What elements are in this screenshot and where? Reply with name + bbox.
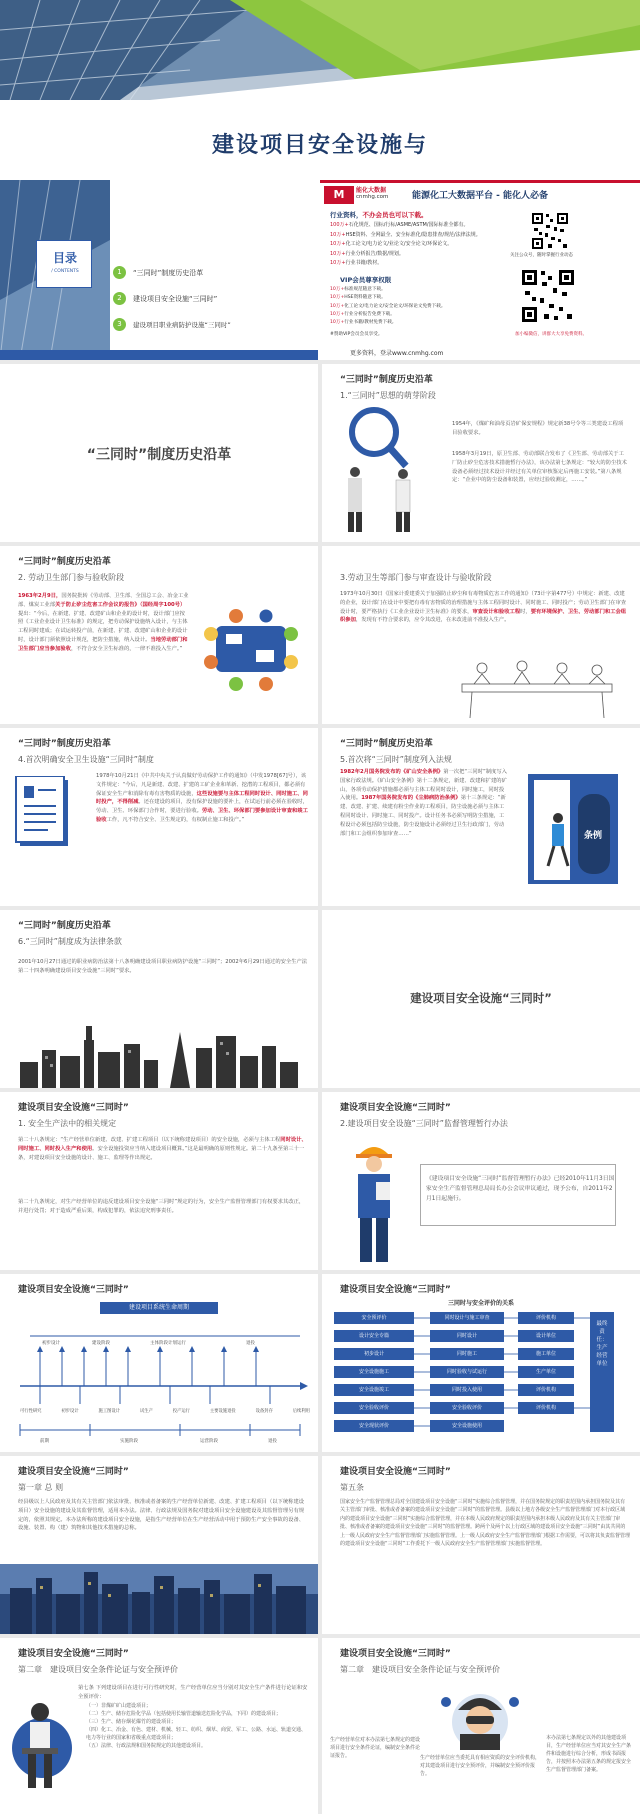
- phase-label: 前期: [40, 1439, 49, 1444]
- qr1-caption: 关注公众号，随时掌握行业动态: [510, 253, 573, 258]
- project-type-item: （五）法律、行政法规和国务院规定的其他建设项目。: [86, 1743, 207, 1749]
- document-icon: [14, 776, 74, 852]
- slide-subtitle: 5.首次将“三同时”制度列入法规: [340, 755, 452, 764]
- ad-headline: 能源化工大数据平台 - 能化人必备: [412, 191, 549, 201]
- lifecycle-top-label: 建设阶段: [92, 1341, 110, 1346]
- eval-left-label: 安全现状评价: [358, 1422, 389, 1429]
- slide-lifecycle: [0, 1274, 318, 1452]
- slide-history-4: [0, 728, 318, 906]
- lifecycle-label: 投产运行: [172, 1409, 190, 1414]
- ad-footer[interactable]: 更多资料，登录www.cnmhg.com: [350, 350, 444, 357]
- qr-code-icon: [520, 268, 576, 324]
- slide-subtitle: 2.建设项目安全设施“三同时”监督管理暂行办法: [340, 1119, 508, 1128]
- project-type-item: （二）生产、储存危险化学品（包括使用长输管道输送危险化学品，下同）的建设项目；: [86, 1711, 282, 1717]
- building-photo: [0, 0, 640, 100]
- law-paragraph: 第二十八条规定：“生产经营单位新建、改建、扩建工程项目（以下统称建设项目）的安全设施，必须与主体工程同时设计、同时施工、同时投入生产和使用。安全设施投资应当纳入建设项目概算。”这是最明确的原则性规定。第二十九条至第三十一条，对建设项目安全设施的设计、施工、监理等作出规定。: [18, 1137, 307, 1161]
- lifecycle-label: 初步设计: [61, 1409, 79, 1414]
- ad-line: 10万+HSE资料随意下载。: [330, 295, 386, 301]
- lifecycle-label: 试生产: [139, 1409, 153, 1414]
- history-paragraph: 1954年，《煤矿和油母页岩矿保安规程》规定新38号令等三类建设工程项目验收要求。: [452, 421, 624, 436]
- slide-subtitle: 1.“三同时”思想的萌芽阶段: [340, 391, 436, 400]
- ad-line: 10万+化工论文/电力论文/安全论文/环保论文免费下载。: [330, 303, 446, 309]
- slide-header: 建设项目安全设施“三同时”: [340, 1467, 451, 1477]
- slide-subtitle: 第五条: [340, 1483, 364, 1492]
- slide-header: 建设项目安全设施“三同时”: [18, 1103, 129, 1113]
- slide-subtitle: 4.首次明确安全卫生设施“三同时”制度: [18, 755, 154, 764]
- responsibility-label: 最终责任：生产经营单位: [596, 1321, 608, 1367]
- eval-left-label: 初步设计: [363, 1350, 384, 1357]
- lifecycle-label: 后续利用: [292, 1409, 310, 1414]
- slide-header: 建设项目安全设施“三同时”: [18, 1649, 129, 1659]
- chapter-paragraph: 第七条 下列建设项目在进行可行性研究时，生产经营单位应当分别对其安全生产条件进行论证和安全预评价：: [78, 1685, 308, 1700]
- lifecycle-diagram: [10, 1318, 310, 1448]
- city-banner-photo: [0, 1564, 318, 1634]
- lifecycle-top-label: 初步设计: [42, 1341, 60, 1346]
- qr-code-icon: [530, 211, 570, 251]
- eval-mid-label: 同时设计与施工审查: [444, 1314, 490, 1321]
- ad-line: 10万+行业书籍/教材免费下载。: [330, 320, 397, 326]
- ad-vip-note: #赞助VIP会员会员享受。: [330, 332, 383, 337]
- toc-item-label: 建设项目安全设施“三同时”: [133, 295, 218, 303]
- ad-logo-url[interactable]: cnmhg.com: [356, 194, 389, 200]
- ad-line: 100万+石化规范、国标/行标/ASME/ASTM/国际标准全都有。: [330, 222, 469, 228]
- lifecycle-top-label: 主体阶段计划运行: [150, 1341, 186, 1346]
- eval-mid-label: 同时施工: [456, 1350, 477, 1357]
- diagram-title: 三同时与安全评价的关系: [447, 1300, 514, 1307]
- toc-title: 目录: [52, 251, 77, 265]
- history-paragraph: 1963年2月9日，国务院批转《劳动部、卫生部、全国总工会、冶金工业部、煤炭工业部关于防止矽尘危害工作会议的报告》（国经周字100号）提出：“今后，在新建、扩建、改建矿山和企业的设计时，设计部门应按照《工业企业设计卫生标准》的规定，把劳动保护设施纳入设计，与主体工程同时建成；在试运转投产前，在新建、扩建、改建矿山和企业的设计时，设计部门须依照设计规范，把防尘措施，纳入设计。当地劳动部门和卫生部门应当参加验收，不符合安全卫生标准的，一律不准投入生产。”: [18, 593, 189, 652]
- inspector-illustration: [430, 1680, 530, 1750]
- qr2-caption: 加小编微信，讲群大大享免费资料。: [515, 332, 587, 337]
- slide-history-1: [322, 364, 640, 542]
- worker-illustration: [346, 1136, 402, 1266]
- slide-chapter-2-a: [0, 1638, 318, 1814]
- slide-header: “三同时”制度历史沿革: [340, 739, 433, 749]
- eval-right-label: 评价机构: [535, 1386, 556, 1393]
- slide-header: “三同时”制度历史沿革: [18, 739, 111, 749]
- slide-subtitle: 1. 安全生产法中的相关规定: [18, 1119, 117, 1128]
- ad-line: 10万+HSE资料、全网最全、安全标准化/隐患排查/规范/法律法规。: [330, 231, 481, 238]
- history-paragraph: 1958年3月19日，原卫生部、劳动部联合发布了《卫生部、劳动部关于工厂防止矽尘危害技术措施暂行办法》，该办法第七条规定：“较大的防尘技术设备必须经过技术设计并经过有关单位审核鉴定后再施工安装。”第八条规定：“企业中的防尘设备和装置，应经过验收测定，……。”: [452, 451, 627, 484]
- history-paragraph: 1982年2月国务院发布的《矿山安全条例》第一次把“三同时”制度写入国家行政法规。《矿山安全条例》第十二条规定，新建、改建和扩建的矿山，各项劳动保护措施都必须与主体工程同时设计，同时施工，同时投入使用。1987年国务院发布的《尘肺病防治条例》第十三条规定：“新建、改建、扩建、续建有粉尘作业的工程项目，防尘设施必须与主体工程同时设计、同时施工、同时投产。设计任务书必须写明防尘措施，工程设计必须包括防尘设施，防尘设施设计必须经过卫生行政部门，劳动部门和工会组织参加审查……”: [340, 769, 507, 837]
- slide-evaluation-relation: [322, 1274, 640, 1452]
- eval-right-label: 评价机构: [535, 1404, 556, 1411]
- ad-list-1: [330, 221, 530, 269]
- meeting-table-illustration: [196, 596, 306, 706]
- toc-number: 3: [113, 318, 126, 331]
- slide-header: “三同时”制度历史沿革: [18, 557, 111, 567]
- slide-header: 建设项目安全设施“三同时”: [18, 1467, 129, 1477]
- slide-history-2: [0, 546, 318, 724]
- lifecycle-label: 主要设施退役: [209, 1409, 236, 1414]
- project-type-item: （三）生产、储存烟花爆竹的建设项目；: [86, 1719, 177, 1725]
- toc-item-label: 建设项目职业病防护设施“三同时”: [133, 321, 231, 329]
- slide-header: 建设项目安全设施“三同时”: [340, 1649, 451, 1659]
- lifecycle-label: 可行性研究: [20, 1409, 42, 1414]
- ad-section2-title: VIP会员尊享权限: [340, 276, 392, 284]
- toc-number: 1: [113, 266, 126, 279]
- eval-right-label: 生产单位: [535, 1368, 556, 1375]
- slide-subtitle: 3.劳动卫生等部门参与审查设计与验收阶段: [340, 573, 492, 582]
- ad-line: 10万+行业分析报告免费下载。: [330, 311, 395, 317]
- section-title: 建设项目安全设施“三同时”: [410, 991, 552, 1005]
- right-callout: 本办法第七条规定以外的其他建设项目，生产经营单位应当对其安全生产条件和设施进行综合分析，形成书面报告，并按照本办法第五条的规定报安全生产监督管理部门备案。: [546, 1735, 632, 1773]
- slide-supervision-rule: [322, 1092, 640, 1270]
- left-callout: 生产经营单位对本办法第七条规定的建设项目进行安全条件论证，编制安全条件论证报告。: [330, 1737, 421, 1759]
- slide-history-3: [322, 546, 640, 724]
- city-skyline-illustration: [20, 1022, 300, 1088]
- lifecycle-mid-labels: [20, 1408, 310, 1414]
- ad-list-2: [330, 286, 530, 327]
- slide-article-5: [322, 1456, 640, 1634]
- section-title: “三同时”制度历史沿革: [86, 447, 232, 463]
- center-callout: 生产经营单位应当委托具有相应资质的安全评价机构，对其建设项目进行安全预评价，并编制安全预评价报告。: [420, 1755, 541, 1777]
- project-type-list: [86, 1702, 308, 1750]
- slide-header: 建设项目安全设施“三同时”: [340, 1103, 451, 1113]
- slide-section-title-2: [322, 910, 640, 1088]
- toc-subtitle: / CONTENTS: [51, 269, 79, 274]
- cover-title: 建设项目安全设施与: [211, 133, 428, 158]
- lifecycle-label: 施工图设计: [98, 1409, 121, 1414]
- eval-mid-label: 同时设计: [456, 1332, 477, 1339]
- eval-mid-label: 同时验收与试运行: [446, 1368, 487, 1375]
- history-paragraph: 1978年10月21日《中共中央关于认真做好劳动保护工作的通知》（中发1978[67]号），该文件规定：“今后，凡是新建、改建、扩建的工矿企业和革新、挖潜的工程项目，都必须有保证安全生产和消除有毒有害物质的设施，这些设施要与主体工程同时设计、同时施工、同时投产，不得削减。还在建设的项目，没有保护设施的要补上，在试运行前必须在验收时，劳动、卫生、环保部门合作时，要进行验收。劳动、卫生、环保部门要参加设计审查和竣工验收工作，凡不符合安全、卫生规定的，有权制止施工和投产。”: [96, 773, 308, 823]
- eval-right-label: 设计单位: [535, 1332, 556, 1339]
- slide-section-title-1: [0, 364, 318, 542]
- toc-item-label: “三同时”制度历史沿革: [133, 269, 204, 277]
- law-paragraph: 第二十九条规定，对生产经营单位的违反建设项目安全设施“三同时”规定的行为，安全生产监督管理部门有权要求其改正，并进行处罚；对于造成严重后果，构成犯罪的，依法追究刑事责任。: [18, 1199, 305, 1214]
- slide-subtitle: 第二章 建设项目安全条件论证与安全预评价: [18, 1665, 178, 1674]
- eval-left-label: 设计安全专篇: [358, 1332, 389, 1339]
- history-paragraph: 1973年10月30日《国家计委建委关于加强防止矽尘和有毒物质危害工作的通知》（73计字第477号）中规定：新建、改建的企业，设计部门在设计中要把有毒有害物质的治理措施与主体工程同时设计、同时施工、同时投产；劳动卫生部门在审查设计时，要严格执行《工业企业设计卫生标准》的要求，审查设计和验收工程时，要有环境保护、卫生、劳动部门和工会组织参加，发现有不符合要求的，应令其改进，在未改进前不准投入生产。: [340, 591, 627, 624]
- book-person-illustration: [518, 768, 630, 900]
- project-type-item: （一）非煤矿矿山建设项目；: [86, 1703, 152, 1709]
- toc-number: 2: [113, 292, 126, 305]
- slide-subtitle: 6.“三同时”制度成为法律条款: [18, 937, 122, 946]
- slide-subtitle: 第一章 总 则: [18, 1483, 64, 1492]
- slide-subtitle: 第二章 建设项目安全条件论证与安全预评价: [340, 1665, 500, 1674]
- slide-chapter-1: [0, 1456, 318, 1634]
- article-paragraph: 国家安全生产监督管理总局对全国建设项目安全设施“三同时”实施综合监督管理，并在国务院规定的职责范围内承担国务院及其有关主管部门审批、核准或者备案的建设项目安全设施“三同时”的监督管理。县级以上地方各级安全生产监督管理部门对本行政区域内的建设项目安全设施“三同时”实施综合监督管理，并在本级人民政府规定的职责范围内承担本级人民政府及其有关主管部门审批、核准或者备案的建设项目安全设施“三同时”的监督管理。跨两个及两个以上行政区域的建设项目安全设施“三同时”由其共同的上一级人民政府安全生产监督管理部门实施监督管理。上一级人民政府安全生产监督管理部门根据工作需要，可以将其负责监督管理的建设项目安全设施“三同时”工作委托下一级人民政府安全生产监督管理部门实施监督管理。: [340, 1499, 631, 1548]
- diagram-title: 建设项目系统生命周期: [100, 1302, 218, 1314]
- phase-label: 退役: [268, 1439, 277, 1444]
- slide-header: 建设项目安全设施“三同时”: [340, 1285, 451, 1295]
- ad-line: 10万+标准规范随意下载。: [330, 287, 386, 292]
- cover-slide: [0, 0, 640, 360]
- eval-left-label: 安全设施竣工: [358, 1386, 389, 1393]
- eval-right-label: 施工单位: [535, 1350, 556, 1357]
- person-laptop-illustration: [8, 1688, 74, 1808]
- toc-badge: [36, 240, 92, 288]
- slide-history-5: [322, 728, 640, 906]
- slide-header: “三同时”制度历史沿革: [340, 375, 433, 385]
- rule-paragraph: 《建设项目安全设施“三同时”监督管理暂行办法》已经2010年11月3日国家安全生产监督管理总局局长办公会议审议通过，现予公布，自2011年2月1日起施行。: [426, 1176, 615, 1202]
- eval-left-label: 安全预评价: [361, 1314, 387, 1321]
- toc-bottom-bar: [0, 350, 318, 360]
- eval-left-label: 安全验收评价: [358, 1404, 389, 1411]
- eval-right-label: 评价机构: [535, 1314, 556, 1321]
- eval-left-label: 安全设施施工: [358, 1368, 389, 1375]
- phase-label: 实施阶段: [120, 1439, 138, 1444]
- history-paragraph: 2001年10月27日通过的职业病防治法第十八条明确建设项目职业病防护设施“三同时”；2002年6月29日通过的安全生产法第二十四条明确建设项目安全设施“三同时”要求。: [18, 959, 308, 974]
- slide-subtitle: 2. 劳动卫生部门参与验收阶段: [18, 573, 125, 582]
- ad-logo-icon: M: [324, 186, 354, 204]
- slide-history-6: [0, 910, 318, 1088]
- ad-logo-text: 能化大数据: [356, 187, 387, 194]
- drafting-people-sketch: [452, 658, 622, 720]
- ad-line: 10万+行业分析报告/数据/规划。: [330, 250, 404, 257]
- eval-mid-label: 同时投入使用: [451, 1386, 482, 1393]
- slide-header: 建设项目安全设施“三同时”: [18, 1285, 129, 1295]
- slide-header: “三同时”制度历史沿革: [18, 921, 111, 931]
- lifecycle-top-label: 退役: [246, 1341, 255, 1346]
- slide-safety-law: [0, 1092, 318, 1270]
- magnifier-people-illustration: [336, 406, 436, 536]
- eval-mid-label: 安全设施使用: [451, 1422, 482, 1429]
- ad-section1-title: 行业资料，不办会员也可以下载。: [330, 211, 428, 219]
- lifecycle-label: 设备封存: [255, 1409, 273, 1414]
- ad-panel: [320, 180, 640, 360]
- eval-mid-label: 安全验收评价: [451, 1404, 482, 1411]
- ad-line: 10万+化工论文/电力论文/业论文/安全论文/环保论文。: [330, 241, 453, 247]
- ad-line: 10万+行业书籍/教材。: [330, 260, 383, 266]
- project-type-item: （四）化工、冶金、有色、建材、机械、轻工、纺织、烟草、商贸、军工、公路、水运、轨道交通、电力等行业的国家和省级重点建设项目；: [86, 1727, 307, 1741]
- slide-chapter-2-b: [322, 1638, 640, 1814]
- book-label: 条例: [584, 831, 603, 841]
- chapter-paragraph: 经县级以上人民政府及其有关主管部门依法审批、核准或者备案的生产经营单位新建、改建、扩建工程项目（以下统称建设项目）安全设施的建设及其监督管理，适用本办法。法律、行政法规及国务院对建设项目安全设施建设及其监督管理另有规定的，依照其规定。本办法所称的建设项目安全设施，是指生产经营单位在生产经营活动中用于预防生产安全事故的设备、设施、装置、构（建）筑物和其他技术措施的总称。: [18, 1499, 305, 1532]
- phase-label: 运营阶段: [200, 1439, 218, 1444]
